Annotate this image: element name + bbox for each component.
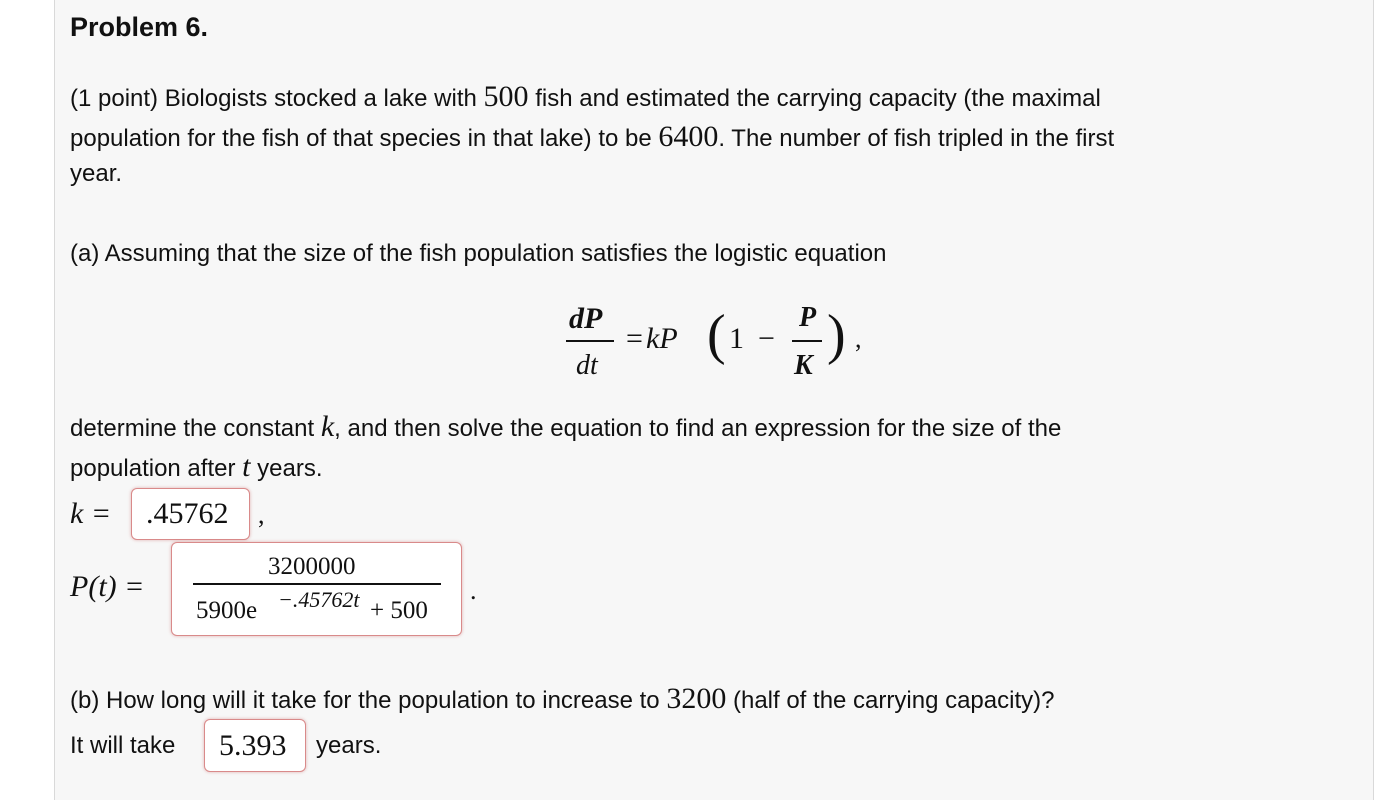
eq-dP: dP — [569, 302, 603, 335]
time-answer-field[interactable] — [204, 719, 306, 772]
P-fraction-bar — [193, 583, 441, 585]
P-den-exponent: −.45762t — [278, 587, 360, 612]
eq-P: P — [799, 302, 817, 333]
P-period: . — [470, 576, 477, 605]
intro-text: (1 point) Biologists stocked a lake with — [70, 85, 484, 112]
part-a-prompt: (a) Assuming that the size of the fish population satisfies the logistic equation — [70, 240, 887, 267]
eq-kP: kP — [646, 322, 678, 355]
intro-text: fish and estimated the carrying capacity (the maximal — [528, 85, 1101, 112]
P-den-constant: + 500 — [370, 597, 428, 624]
time-answer-value: 5.393 — [219, 729, 287, 762]
eq-one: 1 — [729, 322, 744, 355]
k-comma: , — [258, 500, 265, 529]
part-b-take-label: It will take — [70, 732, 176, 759]
carrying-capacity-value: 6400 — [658, 120, 719, 153]
k-label — [70, 497, 111, 531]
part-a-text: population after — [70, 455, 243, 482]
P-label — [70, 570, 144, 604]
part-b-text: (b) How long will it take for the population to increase to — [70, 687, 667, 714]
eq-left-paren: ( — [707, 304, 726, 366]
intro-line-1 — [70, 80, 1101, 114]
P-answer-field[interactable] — [171, 542, 462, 636]
eq-fraction-bar — [566, 340, 614, 342]
part-b-question — [70, 682, 1054, 716]
eq-equals: = — [626, 322, 643, 355]
t-variable: t — [242, 450, 251, 483]
P-den-coef-text: 5900e — [196, 597, 258, 624]
intro-text: . The number of fish tripled in the first — [718, 125, 1115, 152]
k-answer-field[interactable] — [131, 488, 250, 540]
eq-fraction-bar — [792, 340, 822, 342]
part-a-line-2 — [70, 450, 323, 484]
initial-fish-count: 500 — [483, 80, 529, 113]
intro-text: population for the fish of that species in that lake) to be — [70, 125, 659, 152]
half-capacity-value: 3200 — [666, 682, 727, 715]
intro-line-2 — [70, 120, 1114, 154]
k-label-text: k = — [70, 497, 112, 530]
part-a-text: , and then solve the equation to find an expression for the size of the — [334, 415, 1062, 442]
k-variable: k — [320, 410, 335, 443]
eq-minus: − — [758, 322, 775, 355]
part-a-text: determine the constant — [70, 415, 321, 442]
part-a-line-1 — [70, 410, 1061, 444]
P-label-text: P(t) = — [70, 570, 145, 603]
part-a-text: years. — [250, 455, 323, 482]
eq-dt: dt — [576, 350, 598, 381]
P-den-coefficient — [196, 597, 257, 625]
part-b-text: (half of the carrying capacity)? — [726, 687, 1055, 714]
part-b-unit: years. — [316, 732, 382, 759]
eq-K: K — [794, 350, 813, 381]
intro-line-3: year. — [70, 160, 123, 187]
eq-right-paren: ) — [827, 304, 846, 366]
k-answer-value: .45762 — [146, 497, 229, 530]
problem-title: Problem 6. — [70, 12, 209, 42]
P-numerator: 3200000 — [268, 553, 356, 580]
eq-comma: , — [855, 324, 862, 353]
